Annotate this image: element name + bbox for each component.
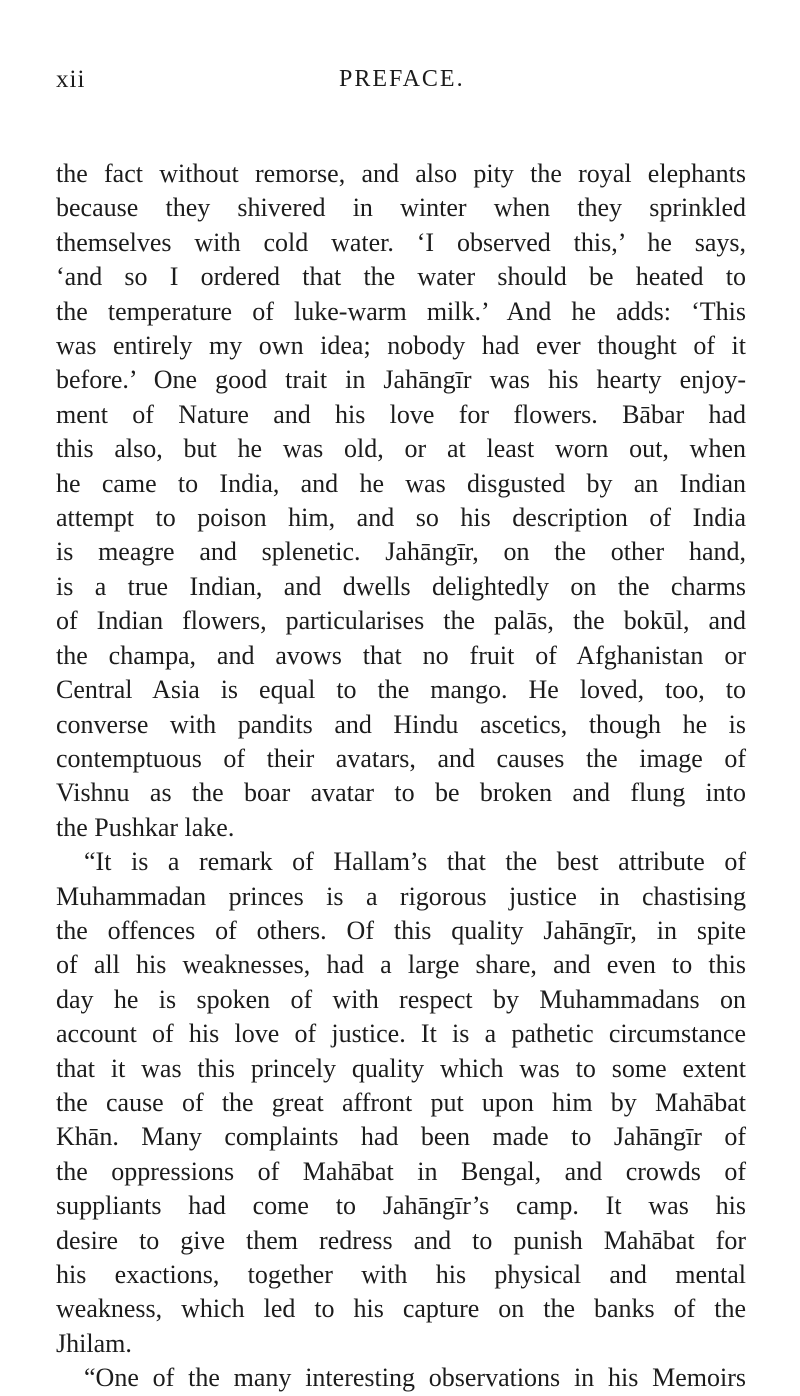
text-line: ment of Nature and his love for flowers. Bābar had [56, 399, 746, 429]
running-head [56, 66, 746, 110]
text-line: Central Asia is equal to the mango. He loved, too, to [56, 675, 746, 705]
text-line: the offences of others. Of this quality Jahāngīr, in spite [56, 915, 746, 945]
text-line: desire to give them redress and to punish Mahābat for [56, 1225, 746, 1255]
text-line: he came to India, and he was disgusted by an Indian [56, 468, 746, 498]
running-title: PREFACE. [339, 66, 465, 92]
text-line: weakness, which led to his capture on the banks of the [56, 1294, 746, 1324]
text-line: the oppressions of Mahābat in Bengal, and crowds of [56, 1156, 746, 1186]
text-line: the cause of the great affront put upon him by Mahābat [56, 1087, 746, 1117]
text-line: of all his weaknesses, had a large share, and even to this [56, 950, 746, 980]
page-number: xii [56, 66, 86, 93]
text-line: Khān. Many complaints had been made to Jahāngīr of [56, 1122, 746, 1152]
text-line: is meagre and splenetic. Jahāngīr, on the other hand, [56, 537, 746, 567]
text-line: was entirely my own idea; nobody had ever thought of it [56, 331, 746, 361]
text-line: because they shivered in winter when they sprinkled [56, 193, 746, 223]
text-line: that it was this princely quality which was to some extent [56, 1053, 746, 1083]
document-page [56, 66, 746, 1396]
text-line: of Indian flowers, particularises the palās, the bokūl, and [56, 606, 746, 636]
text-line: converse with pandits and Hindu ascetics, though he is [56, 709, 746, 739]
text-line: the champa, and avows that no fruit of Afghanistan or [56, 640, 746, 670]
text-line: attempt to poison him, and so his description of India [56, 503, 746, 533]
text-line: suppliants had come to Jahāngīr’s camp. It was his [56, 1191, 746, 1221]
body-text [56, 157, 746, 1396]
text-line: Vishnu as the boar avatar to be broken and flung into [56, 778, 746, 808]
text-line: “One of the many interesting observations in his Memoirs [84, 1363, 746, 1393]
text-line: before.’ One good trait in Jahāngīr was his hearty enjoy- [56, 365, 746, 395]
text-line: Jhilam. [56, 1328, 132, 1358]
text-line: is a true Indian, and dwells delightedly on the charms [56, 571, 746, 601]
text-line: Muhammadan princes is a rigorous justice in chastising [56, 881, 746, 911]
text-line: the temperature of luke-warm milk.’ And he adds: ‘This [56, 296, 746, 326]
text-line: the Pushkar lake. [56, 812, 235, 842]
text-line: day he is spoken of with respect by Muhammadans on [56, 984, 746, 1014]
text-line: the fact without remorse, and also pity the royal elephants [56, 159, 746, 188]
text-line: ‘and so I ordered that the water should be heated to [56, 262, 746, 292]
text-line: “It is a remark of Hallam’s that the best attribute of [84, 847, 746, 877]
text-line: this also, but he was old, or at least worn out, when [56, 434, 746, 464]
text-line: account of his love of justice. It is a pathetic circumstance [56, 1019, 746, 1049]
text-line: his exactions, together with his physical and mental [56, 1260, 746, 1289]
text-line: themselves with cold water. ‘I observed this,’ he says, [56, 227, 746, 257]
text-line: contemptuous of their avatars, and causes the image of [56, 743, 746, 773]
